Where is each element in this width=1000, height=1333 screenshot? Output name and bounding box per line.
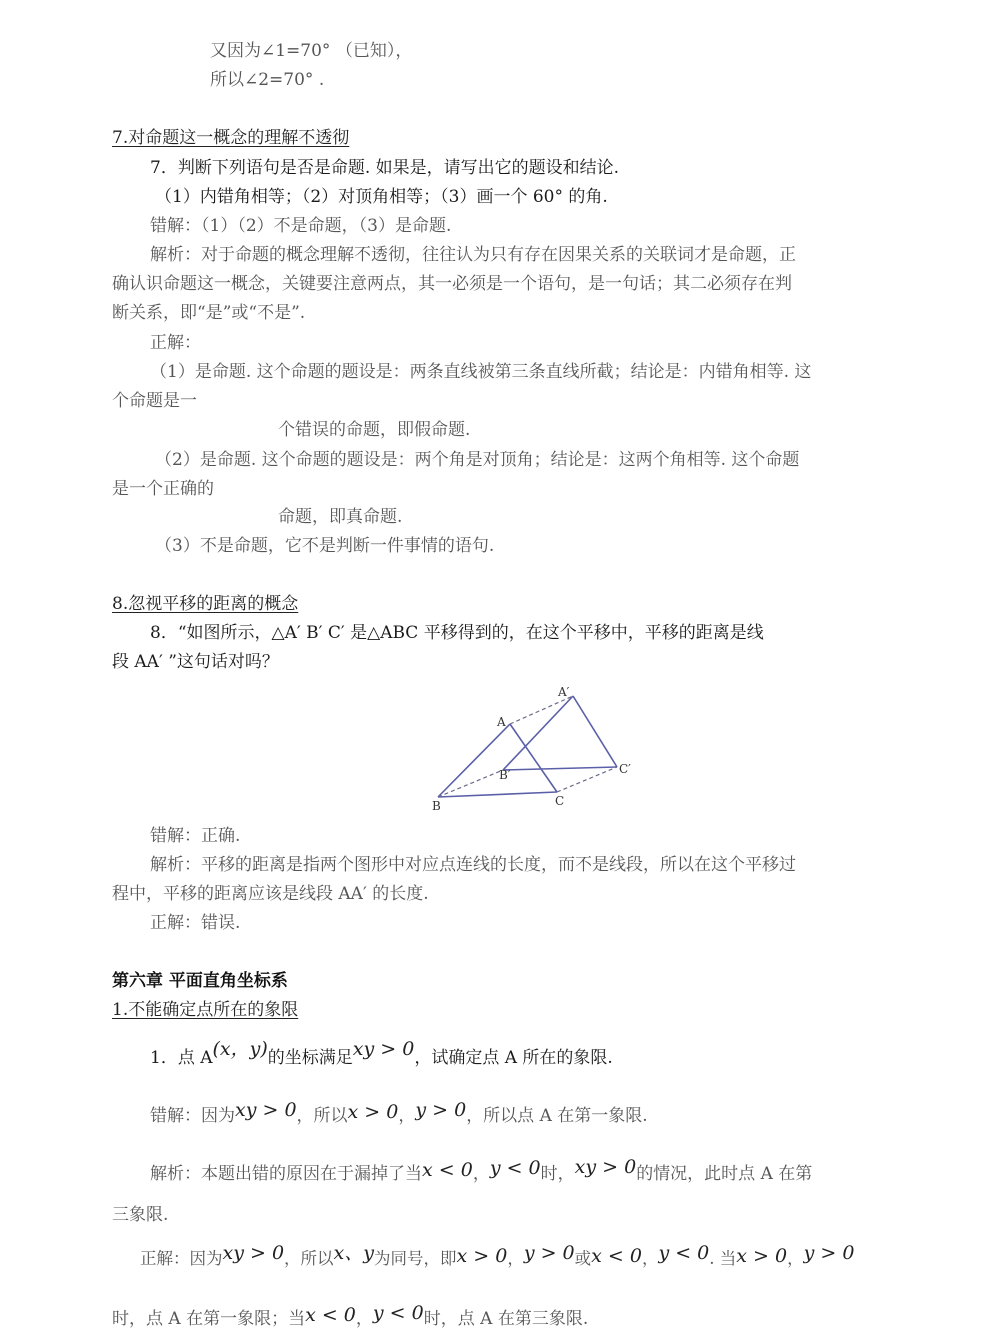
question-text: 8．“如图所示，△A′ B′ C′ 是△ABC 平移得到的，在这个平移中，平移的距离是线 (150, 623, 764, 643)
text: 或 (574, 1249, 592, 1268)
text: ，所以 (284, 1249, 334, 1268)
text: 的情况，此时点 A 在第 (636, 1164, 813, 1184)
text: ， (398, 1106, 416, 1126)
label-a: A (497, 715, 506, 729)
text: 时，点 A 在第一象限；当 (112, 1309, 306, 1329)
text-line: 所以∠2=70° . (210, 70, 325, 90)
question-mid: 的坐标满足 (267, 1048, 353, 1068)
text: ， (641, 1249, 659, 1268)
correct-answer-line (140, 1242, 855, 1270)
dashed-aa2 (510, 696, 573, 724)
text: 正解：因为 (140, 1249, 223, 1268)
math: y < 0 (372, 1302, 424, 1324)
correct-text: 命题，即真命题. (278, 507, 403, 527)
analysis-text: 断关系，即“是”或“不是”. (112, 303, 306, 323)
analysis-line (150, 1156, 813, 1185)
math: x、y (333, 1242, 374, 1264)
math: x > 0 (347, 1101, 399, 1123)
section-heading: 7.对命题这一概念的理解不透彻 (112, 128, 350, 148)
correct-text: （1）是命题. 这个命题的题设是：两条直线被第三条直线所截；结论是：内错角相等. 这 (150, 362, 812, 382)
label-c: C (555, 794, 565, 808)
text: 时， (540, 1164, 575, 1184)
analysis-text: 确认识命题这一概念，关键要注意两点，其一必须是一个语句，是一句话；其二必须存在判 (112, 274, 792, 294)
side-ac (510, 724, 557, 792)
analysis-text: 三象限. (112, 1205, 169, 1225)
text: ， (472, 1164, 490, 1184)
correct-text: （2）是命题. 这个命题的题设是：两个角是对顶角；结论是：这两个角相等. 这个命题 (155, 450, 800, 470)
question-prefix: 1．点 A (150, 1048, 213, 1068)
text: ，所以点 A 在第一象限. (466, 1106, 648, 1126)
analysis-text: 程中，平移的距离应该是线段 AA′ 的长度. (112, 884, 429, 904)
correct-text: 是一个正确的 (112, 479, 214, 499)
math: x < 0 (422, 1159, 473, 1181)
math: x < 0 (591, 1245, 642, 1267)
math: y < 0 (658, 1242, 710, 1264)
label-b-prime: B′ (499, 768, 511, 782)
dashed-cc2 (557, 767, 617, 792)
analysis-text: 解析：平移的距离是指两个图形中对应点连线的长度，而不是线段，所以在这个平移过 (150, 855, 796, 875)
side-a2c2 (573, 696, 617, 767)
section-heading: 8.忽视平移的距离的概念 (112, 594, 299, 614)
math: x > 0 (736, 1245, 788, 1267)
label-b: B (432, 799, 441, 812)
text: 时，点 A 在第三象限. (423, 1309, 589, 1329)
coordinate-math: (x，y) (212, 1038, 268, 1060)
analysis-text: 解析：对于命题的概念理解不透彻，往往认为只有存在因果关系的关联词才是命题，正 (150, 245, 796, 265)
wrong-answer: 错解：（1）（2）不是命题，（3）是命题. (150, 216, 452, 236)
side-a2b2 (503, 696, 573, 770)
math: y > 0 (803, 1242, 855, 1264)
correct-label: 正解： (150, 333, 201, 353)
side-ab (438, 724, 510, 797)
condition-math: xy > 0 (352, 1038, 415, 1060)
label-c-prime: C′ (619, 762, 631, 776)
question-items: （1）内错角相等；（2）对顶角相等；（3）画一个 60° 的角. (155, 187, 608, 207)
text: ，所以 (296, 1106, 348, 1126)
math: x < 0 (305, 1304, 356, 1326)
question-suffix: ，试确定点 A 所在的象限. (414, 1048, 613, 1068)
question-text: 段 AA′ ”这句话对吗？ (112, 652, 279, 672)
side-b2c2 (503, 767, 617, 770)
math: xy > 0 (574, 1156, 637, 1178)
label-a-prime: A′ (558, 685, 570, 699)
correct-text: （3）不是命题，它不是判断一件事情的语句. (155, 536, 495, 556)
question-text: 7．判断下列语句是否是命题. 如果是，请写出它的题设和结论. (150, 158, 620, 178)
chapter-title: 第六章 平面直角坐标系 (112, 971, 288, 991)
math: y > 0 (415, 1099, 467, 1121)
math: y < 0 (489, 1157, 541, 1179)
text: . 当 (709, 1249, 737, 1268)
wrong-answer-line (150, 1099, 648, 1127)
wrong-answer: 错解：正确. (150, 826, 241, 846)
text: 解析：本题出错的原因在于漏掉了当 (150, 1164, 422, 1184)
math: xy > 0 (222, 1242, 285, 1264)
text-line: 又因为∠1=70° （已知）， (210, 41, 413, 61)
text: ， (355, 1309, 373, 1329)
correct-text: 个错误的命题，即假命题. (278, 420, 471, 440)
math: x > 0 (456, 1245, 508, 1267)
text: 为同号，即 (374, 1249, 457, 1268)
translation-figure (425, 682, 645, 812)
question-line (150, 1038, 613, 1069)
text: ， (787, 1249, 804, 1268)
side-bc (438, 792, 557, 797)
section-heading: 1.不能确定点所在的象限 (112, 1000, 299, 1020)
text: 错解：因为 (150, 1106, 235, 1126)
math: y > 0 (523, 1242, 575, 1264)
dashed-bb2 (438, 770, 503, 797)
correct-text: 个命题是一 (112, 391, 197, 411)
text: ， (507, 1249, 524, 1268)
correct-answer: 正解：错误. (150, 913, 241, 933)
math: xy > 0 (235, 1099, 297, 1121)
correct-answer-line (112, 1302, 589, 1330)
